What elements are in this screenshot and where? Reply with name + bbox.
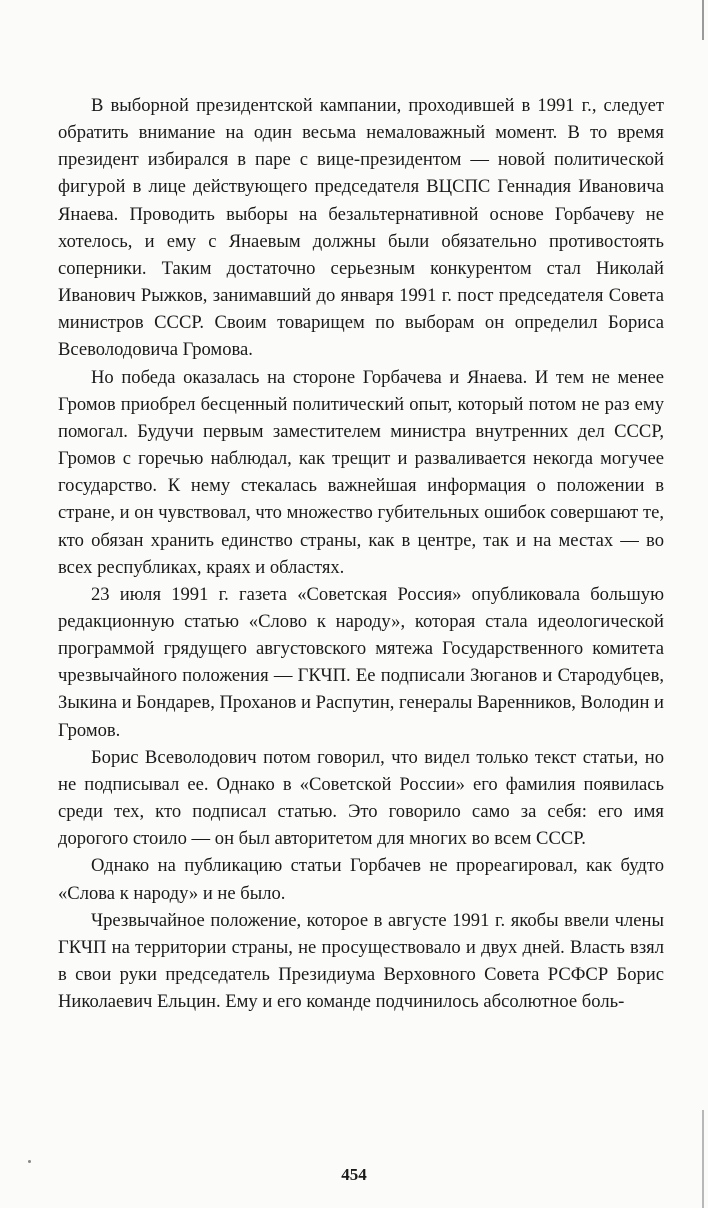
body-text	[58, 92, 664, 1015]
page-edge-mark	[702, 1110, 704, 1208]
paragraph: Борис Всеволодович потом говорил, что видел только текст статьи, но не подписывал ее. Однако в «Советской России» его фамилия появилась среди тех, кто подписал статью. Это говорило само за себя: его имя дорогого стоило — он был авторитетом для многих во всем СССР.	[58, 746, 664, 850]
page-edge-mark	[702, 0, 704, 40]
paragraph: В выборной президентской кампании, проходившей в 1991 г., следует обратить внимание на один весьма немаловажный момент. В то время президент избирался в паре с вице-президентом — новой политической фигурой в лице действующего председателя ВЦСПС Геннадия Ивановича Янаева. Проводить выборы на безальтернативной основе Горбачеву не хотелось, и ему с Янаевым должны были обязательно противостоять соперники. Таким достаточно серьезным конкурентом стал Николай Иванович Рыжков, занимавший до января 1991 г. пост председателя Совета министров СССР. Своим товарищем по выборам он определил Бориса Всеволодовича Громова.	[58, 95, 664, 361]
paragraph: Чрезвычайное положение, которое в августе 1991 г. якобы ввели члены ГКЧП на территории страны, не просуществовало и двух дней. Власть взял в свои руки председатель Президиума Верховного Совета РСФСР Борис Николаевич Ельцин. Ему и его команде подчинилось абсолютное боль-	[58, 909, 664, 1013]
paragraph: Но победа оказалась на стороне Горбачева и Янаева. И тем не менее Громов приобрел бесценный политический опыт, который потом не раз ему помогал. Будучи первым заместителем министра внутренних дел СССР, Громов с горечью наблюдал, как трещит и разваливается некогда могучее государство. К нему стекалась важнейшая информация о положении в стране, и он чувствовал, что множество губительных ошибок совершают те, кто обязан хранить единство страны, как в центре, так и на местах — во всех республиках, краях и областях.	[58, 366, 664, 578]
scan-speck	[28, 1160, 31, 1163]
paragraph: 23 июля 1991 г. газета «Советская Россия» опубликовала большую редакционную статью «Слово к народу», которая стала идеологической программой грядущего августовского мятежа Государственного комитета чрезвычайного положения — ГКЧП. Ее подписали Зюганов и Стародубцев, Зыкина и Бондарев, Проханов и Распутин, генералы Варенников, Володин и Громов.	[58, 583, 665, 741]
paragraph: Однако на публикацию статьи Горбачев не прореагировал, как будто «Слова к народу» и не было.	[58, 855, 664, 904]
page-number: 454	[341, 1165, 367, 1184]
